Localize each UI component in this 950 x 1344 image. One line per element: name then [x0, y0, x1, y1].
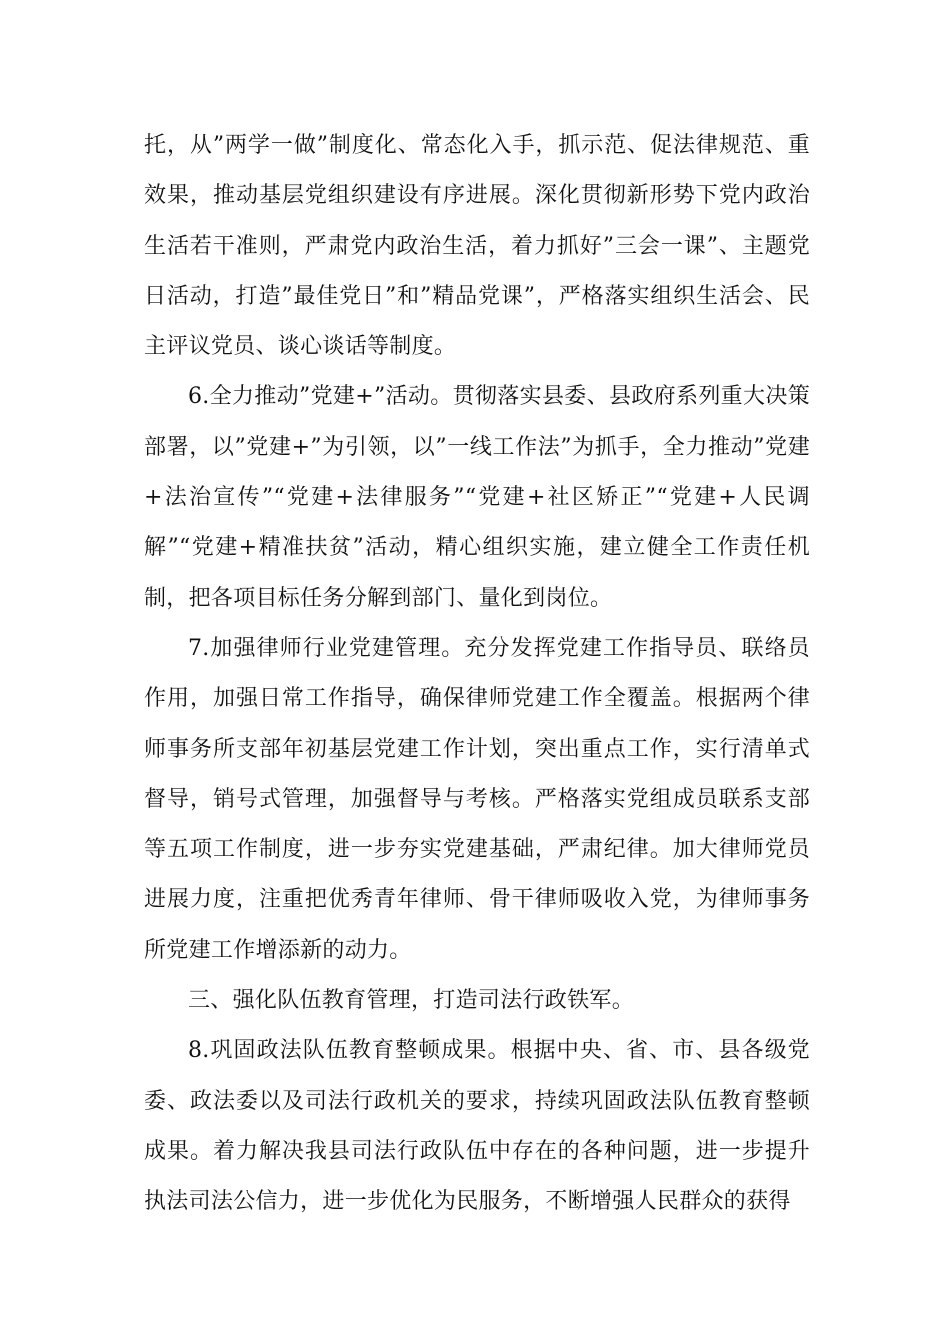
paragraph-item-8: 8.巩固政法队伍教育整顿成果。根据中央、省、市、县各级党委、政法委以及司法行政机关的要求，持续巩固政法队伍教育整顿成果。着力解决我县司法行政队伍中存在的各种问题，进一步提升执法司法公信力，进一步优化为民服务，不断增强人民群众的获得 — [144, 1038, 810, 1215]
paragraph-item-7: 7.加强律师行业党建管理。充分发挥党建工作指导员、联络员作用，加强日常工作指导，确保律师党建工作全覆盖。根据两个律师事务所支部年初基层党建工作计划，突出重点工作，实行清单式督导，销号式管理，加强督导与考核。严格落实党组成员联系支部等五项工作制度，进一步夯实党建基础，严肃纪律。加大律师党员进展力度，注重把优秀青年律师、骨干律师吸收入党，为律师事务所党建工作增添新的动力。 — [144, 635, 810, 963]
document-body — [144, 121, 810, 1228]
paragraph-item-6: 6.全力推动”党建+”活动。贯彻落实县委、县政府系列重大决策部署，以”党建+”为引领，以”一线工作法”为抓手，全力推动”党建+法治宣传”“党建+法律服务”“党建+社区矫正”“党建+人民调解”“党建+精准扶贫”活动，精心组织实施，建立健全工作责任机制，把各项目标任务分解到部门、量化到岗位。 — [144, 384, 810, 611]
section-heading-3: 三、强化队伍教育管理，打造司法行政铁军。 — [188, 988, 635, 1014]
paragraph-continuation: 托，从”两学一做”制度化、常态化入手，抓示范、促法律规范、重效果，推动基层党组织建设有序进展。深化贯彻新形势下党内政治生活若干准则，严肃党内政治生活，着力抓好”三会一课”、主题党日活动，打造”最佳党日”和”精品党课”，严格落实组织生活会、民主评议党员、谈心谈话等制度。 — [144, 133, 810, 360]
